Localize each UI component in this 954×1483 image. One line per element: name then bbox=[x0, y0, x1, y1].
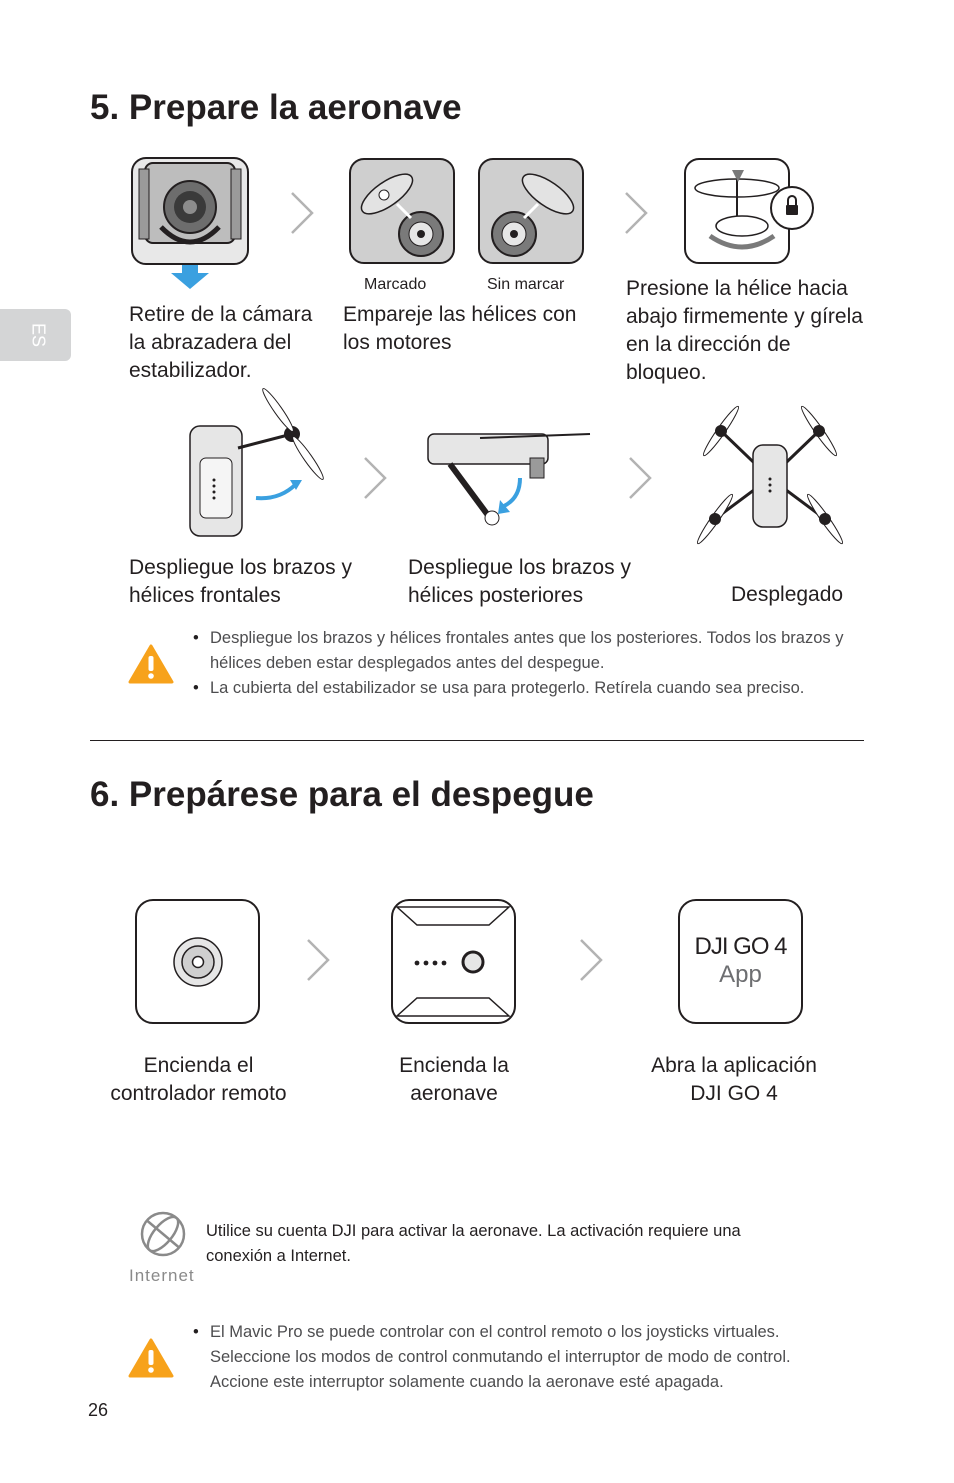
unfold-rear-arms-illustration bbox=[420, 428, 595, 530]
step1-caption: Retire de la cámara la abrazadera del estabilizador. bbox=[129, 303, 313, 382]
chevron-right-icon bbox=[288, 190, 318, 236]
warning-item: • Despliegue los brazos y hélices frontales antes que los posteriores. Todos los brazos y hélices deben estar desplegados antes del despegue. bbox=[191, 626, 871, 676]
s6-step3-caption: Abra la aplicación DJI GO 4 bbox=[651, 1054, 817, 1105]
warning-list bbox=[191, 626, 871, 701]
language-tab-label: ES bbox=[28, 322, 49, 348]
step3-caption: Presione la hélice hacia abajo firmemente y gírela en la dirección de bloqueo. bbox=[626, 277, 863, 384]
chevron-right-icon bbox=[577, 937, 607, 983]
section-divider bbox=[90, 740, 864, 741]
battery-icon bbox=[393, 901, 514, 1022]
aircraft-battery-tile bbox=[391, 899, 516, 1024]
section-6-title: 6. Prepárese para el despegue bbox=[90, 775, 594, 814]
section-5-title: 5. Prepare la aeronave bbox=[90, 88, 462, 127]
s6-step1-caption: Encienda el controlador remoto bbox=[110, 1054, 287, 1105]
warning-icon bbox=[128, 1338, 174, 1378]
power-button-icon bbox=[137, 901, 258, 1022]
step4-caption: Despliegue los brazos y hélices frontales bbox=[129, 556, 352, 607]
warning-list-2 bbox=[191, 1320, 851, 1395]
step5-caption: Despliegue los brazos y hélices posteriores bbox=[408, 556, 631, 607]
chevron-right-icon bbox=[304, 937, 334, 983]
gimbal-clamp-illustration bbox=[131, 157, 249, 290]
remote-controller-power-tile bbox=[135, 899, 260, 1024]
label-unmarked: Sin marcar bbox=[487, 276, 565, 293]
internet-note: Utilice su cuenta DJI para activar la aeronave. La activación requiere una conexión a Internet. bbox=[206, 1222, 741, 1265]
unmarked-propeller-illustration bbox=[478, 158, 584, 264]
chevron-right-icon bbox=[361, 455, 391, 501]
step6-caption: Desplegado bbox=[731, 583, 844, 606]
press-rotate-propeller-illustration bbox=[684, 158, 816, 264]
chevron-right-icon bbox=[626, 455, 656, 501]
warning-item: • El Mavic Pro se puede controlar con el control remoto o los joysticks virtuales. Seleccione los modos de control conmutando el interruptor de modo de control. Accione este interruptor solamente cuando la aeronave esté apagada. bbox=[191, 1320, 851, 1395]
warning-item: • La cubierta del estabilizador se usa para protegerlo. Retírela cuando sea preciso. bbox=[191, 676, 871, 701]
chevron-right-icon bbox=[622, 190, 652, 236]
page-number: 26 bbox=[88, 1400, 109, 1420]
language-tab bbox=[0, 309, 71, 361]
step2-caption: Empareje las hélices con los motores bbox=[343, 303, 577, 354]
s6-step2-caption: Encienda la aeronave bbox=[399, 1054, 509, 1105]
app-tile-title: DJI GO 4 bbox=[694, 933, 787, 960]
unfolded-drone-illustration bbox=[685, 393, 855, 563]
marked-propeller-illustration bbox=[349, 158, 455, 264]
internet-globe-icon bbox=[136, 1206, 190, 1262]
dji-go-app-tile bbox=[678, 899, 803, 1024]
unfold-front-arms-illustration bbox=[180, 388, 330, 544]
warning-icon bbox=[128, 644, 174, 684]
internet-label: Internet bbox=[129, 1266, 195, 1285]
label-marked: Marcado bbox=[364, 276, 427, 293]
app-tile-subtitle: App bbox=[719, 961, 762, 988]
